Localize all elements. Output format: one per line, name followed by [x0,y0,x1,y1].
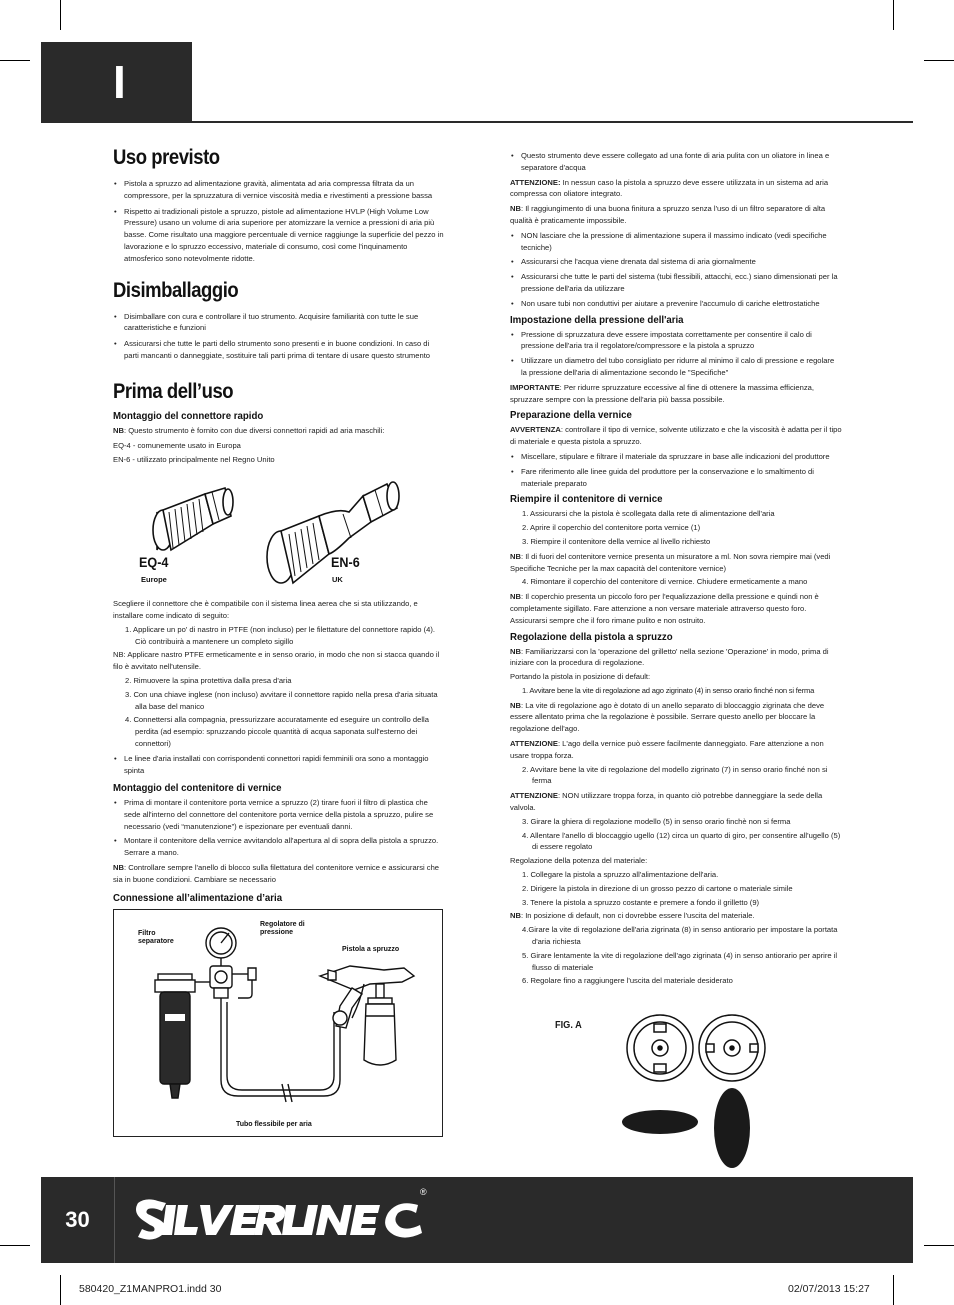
important-paragraph: IMPORTANTE: Per ridurre spruzzature eccessive al fine di ottenere la massima efficienza, spruzzare sempre con la pressione dell'aria più bassa possibile. [510,382,815,404]
nb-paragraph: NB: La vite di regolazione ago è dotato di un anello separato di bloccaggio zigrinata che deve essere allentato prima che la regolazione è possibile. Serrare questo anello per bloccare la regolazione dell'ago. [510,700,825,734]
step-item: 4. Rimontare il coperchio del contenitore di vernice. Chiudere ermeticamente a mano [522,577,808,587]
list-item: • Fare riferimento alle linee guida del produttore per la conservazione e lo smaltimento di materiale preparato [510,466,842,490]
connector-illustrations [113,472,445,592]
left-column [113,146,445,1137]
step-item: 3. Con una chiave inglese (non incluso) avvitare il connettore rapido nella presa d'aria situata alla base del manico [125,689,438,711]
subheading-regolazione: Regolazione della pistola a spruzzo [510,630,673,643]
step-item: 1. Collegare la pistola a spruzzo all'alimentazione dell'aria. [522,870,719,880]
subheading-preparazione: Preparazione della vernice [510,409,632,422]
slug-date: 02/07/2013 15:27 [788,1283,870,1295]
step-item: 3. Riempire il contenitore della vernice al livello richiesto [522,536,711,546]
connector-drawing [113,472,445,592]
step-item: 2. Avvitare bene la vite di regolazione del modello zigrinato (7) in senso orario finché non si ferma [522,764,828,786]
page-number: 30 [41,1177,115,1263]
subheading-riempire: Riempire il contenitore di vernice [510,493,663,506]
linee-bullets [113,753,445,777]
regulator-label: Regolatore di pressione [260,920,305,937]
crop-mark [60,1275,61,1305]
list-item: • Pistola a spruzzo ad alimentazione gravità, alimentata ad aria compressa filtrata da un compressore, per la spruzzatura di vernice viscosità media e rivestimenti a pressione bassa [113,178,445,202]
air-supply-diagram [113,909,443,1137]
list-item: • Montare il contenitore della vernice avvitandolo all'apertura al di sopra della pistola a spruzzo. Serrare a mano. [113,835,445,859]
paragraph: Portando la pistola in posizione di default: [510,672,651,682]
eq4-label: EQ-4 [139,554,169,571]
warning-paragraph: ATTENZIONE: In nessun caso la pistola a spruzzo deve essere utilizzata in un sistema ad aria compressa con oliatore integrato. [510,177,829,199]
list-item: • NON lasciare che la pressione di alimentazione supera il massimo indicato (vedi specifiche tecniche) [510,230,842,254]
step-item: 2. Rimuovere la spina protettiva dalla presa d'aria [125,675,292,685]
step-item: 2. Aprire il coperchio del contenitore porta vernice (1) [522,523,701,533]
subheading-impostazione: Impostazione della pressione dell'aria [510,313,684,326]
list-item: • Pressione di spruzzatura deve essere impostata correttamente per consentire il calo di pressione dell'aria tra il regolatore/compressore e la pistola a spruzzo [510,329,842,353]
hose-label: Tubo flessibile per aria [236,1120,312,1128]
section-title-disimballaggio: Disimballaggio [113,278,239,302]
figure-a-drawing [610,1010,790,1170]
contenitore-bullets [113,797,445,858]
disimb-bullets [113,311,445,362]
warning-paragraph: ATTENZIONE: L'ago della vernice può essere facilmente danneggiato. Fare attenzione a non usare troppa forza. [510,739,824,760]
filter-label: Filtro separatore [138,929,174,946]
list-item: • Assicurarsi che tutte le parti dello strumento sono presenti e in buone condizioni. In caso di parti mancanti o danneggiate, sostituire tali parti prima di tentare di usare questo strumento [113,338,445,362]
list-item: • Miscellare, stipulare e filtrare il materiale da spruzzare in base alle indicazioni del produttore [510,451,842,463]
step-item: 2. Dirigere la pistola in direzione di un grosso pezzo di cartone o materiale simile [522,883,793,893]
brand-logo-icon [136,1193,436,1247]
right-column [510,150,842,987]
en6-label: EN-6 [331,554,360,571]
language-letter: I [113,56,126,108]
list-item: • Rispetto ai tradizionali pistole a spruzzo, pistole ad alimentazione HVLP (High Volume Low Pressure) usano un volume di aria superiore per atomizzare la vernice a pressioni di aria più basse. Come risultato una maggiore percentuale di vernice raggiunge la superficie del pezzo in lavorazione e lo spruzzo eccessivo, materiale di consumo, così come l'inquinamento atmosferico sono notevolmente ridotte. [113,206,445,265]
paragraph: Scegliere il connettore che è compatibile con il sistema linea aerea che si sta utilizzando, e installare come indicato di seguito: [113,599,418,620]
warning-paragraph: AVVERTENZA: controllare il tipo di vernice, solvente utilizzato e che la viscosità è adatta per il tipo di materiale e questa pistola a spruzzo. [510,425,842,447]
figure-a-label: FIG. A [555,1020,582,1031]
list-item: • Non usare tubi non conduttivi per aiutare a prevenire l'accumulo di cariche elettrostatiche [510,298,842,310]
step-item: 6. Regolare fino a raggiungere l'uscita del materiale desiderato [522,976,733,986]
nb-paragraph: NB: Applicare nastro PTFE ermeticamente e in senso orario, in modo che non si stacca quando il filo è avvitato nell'utensile. [113,650,440,672]
impostazione-bullets [510,329,842,379]
top-bullets [510,150,842,174]
supply-bullets [510,230,842,310]
nb-paragraph: NB: Controllare sempre l'anello di blocco sulla filettatura del contenitore vernice e assicurarsi che sia in buone condizioni. Cambiare se necessario [113,863,440,885]
en6-sublabel: UK [332,575,343,585]
warning-paragraph: ATTENZIONE: NON utilizzare troppa forza, in quanto ciò potrebbe danneggiare la sede della valvola. [510,791,823,813]
section-title-prima: Prima dell’uso [113,379,234,403]
registered-mark: ® [420,1187,427,1197]
step-item: 3. Tenere la pistola a spruzzo costante e premere a fondo il grilletto (9) [522,897,760,907]
step-item: 1. Applicare un po' di nastro in PTFE (non incluso) per le filettature del connettore rapido (4). Ciò contribuirà a mantenere un completo sigillo [125,624,436,646]
header-rule [192,121,913,123]
list-item: • Disimballare con cura e controllare il tuo strumento. Acquisire familiarità con tutte le sue caratteristiche e funzioni [113,311,445,335]
step-item: 1. Assicurarsi che la pistola è scollegata dalla rete di alimentazione dell'aria [522,509,775,519]
subheading-connessione: Connessione all’alimentazione d’aria [113,891,283,904]
crop-mark [0,1245,30,1246]
nb-paragraph: NB: Questo strumento è fornito con due diversi connettori rapidi ad aria maschili: [113,425,385,435]
step-item: 3. Girare la ghiera di regolazione modello (5) in senso orario finchè non si ferma [522,816,791,826]
language-tab [41,42,192,123]
list-item: • Questo strumento deve essere collegato ad una fonte di aria pulita con un oliatore in linea e separatore d'acqua [510,150,842,174]
list-item: • Assicurarsi che tutte le parti del sistema (tubi flessibili, attacchi, ecc.) siano dimensionati per la pressione dell'aria da utilizzare [510,271,842,295]
list-item: • Utilizzare un diametro del tubo consigliato per ridurre al minimo il calo di pressione e regolare la pressione dell'aria di alimentazione secondo le "Specifiche" [510,355,842,379]
spray-gun-label: Pistola a spruzzo [342,945,400,953]
nb-paragraph: NB: Il raggiungimento di una buona finitura a spruzzo senza l'uso di un filtro separatore di alta qualità è praticamente impossibile. [510,204,826,225]
footer-bar [41,1177,913,1263]
paragraph: Regolazione della potenza del materiale: [510,856,648,866]
list-item: • Le linee d'aria installati con corrispondenti connettori rapidi femminili ora sono a montaggio spinta [113,753,445,777]
nb-paragraph: NB: In posizione di default, non ci dovrebbe essere l'uscita del materiale. [510,911,755,921]
step-item: 4.Girare la vite di regolazione dell'aria zigrinata (8) in senso antiorario per impostare la portata d'aria richiesta [522,925,838,947]
crop-mark [893,0,894,30]
list-item: • Assicurarsi che l'acqua viene drenata dal sistema di aria giornalmente [510,256,842,268]
subheading-connettore: Montaggio del connettore rapido [113,409,264,422]
uso-bullets [113,178,445,265]
section-title-uso: Uso previsto [113,146,220,169]
eq4-sublabel: Europe [141,575,167,585]
step-item: 4. Connettersi alla compagnia, pressurizzare accuratamente ed eseguire un controllo della perdita (ad esempio: spruzzando piccole quantità di acqua saponata sull'esterno dei connettori) [125,715,429,748]
step-item: 1. Avvitare bene la vite di regolazione ad ago zigrinato (4) in senso orario finché non si ferma [522,685,815,695]
crop-mark [0,60,30,61]
crop-mark [924,60,954,61]
preparazione-bullets [510,451,842,489]
crop-mark [893,1275,894,1305]
subheading-contenitore: Montaggio del contenitore di vernice [113,782,282,795]
step-item: 4. Allentare l'anello di bloccaggio ugello (12) circa un quarto di giro, per consentire all'ugello (5) di essere regolato [522,830,841,852]
nb-paragraph: NB: Il coperchio presenta un piccolo foro per l'equalizzazione della pressione e quindi non è completamente sigillato. Fare attenzione a non versare materiale attraverso questo foro. Assicurarsi sempre che il foro rimane pulito e non ostruito. [510,592,819,625]
en6-line: EN-6 - utilizzato principalmente nel Regno Unito [113,455,275,465]
crop-mark [924,1245,954,1246]
crop-mark [60,0,61,30]
list-item: • Prima di montare il contenitore porta vernice a spruzzo (2) tirare fuori il filtro di plastica che sede all'interno del connettore del contenitore porta vernice della pistola a spruzzo, pulire se necessario (vedi “manutenzione”) e ispezionare per eventuali danni. [113,797,445,832]
eq4-line: EQ-4 - comunemente usato in Europa [113,440,241,450]
silverline-logo [136,1187,436,1247]
nb-paragraph: NB: Il di fuori del contenitore vernice presenta un misuratore a ml. Non sovra riempire mai (vedi Specifiche Tecniche per la max capacità del contenitore vernice) [510,551,831,573]
step-item: 5. Girare lentamente la vite di regolazione dell'ago zigrinata (4) in senso antiorario per aprire il flusso di materiale [522,950,838,972]
nb-paragraph: NB: Familiarizzarsi con la 'operazione del grilletto' nella sezione 'Operazione' in modo, prima di iniziare con la procedura di regolazione. [510,646,829,668]
slug-filename: 580420_Z1MANPRO1.indd 30 [79,1283,222,1295]
